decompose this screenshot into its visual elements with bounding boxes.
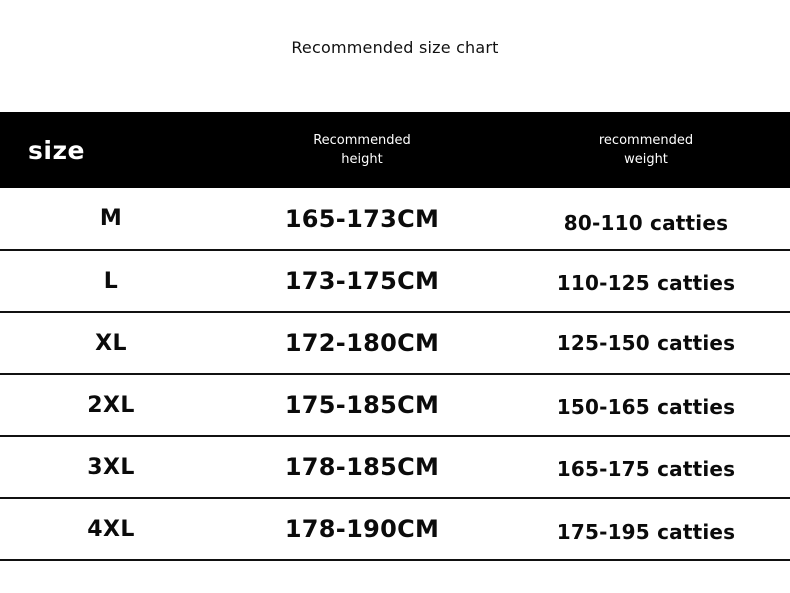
table-row <box>0 188 790 250</box>
cell-weight: 110-125 catties <box>556 271 736 295</box>
column-header-size: size <box>28 135 85 165</box>
column-header-height-line2: height <box>341 152 383 167</box>
cell-height: 178-190CM <box>284 515 440 543</box>
cell-size: XL <box>95 330 127 356</box>
cell-height: 178-185CM <box>284 453 440 481</box>
table-body <box>0 188 790 560</box>
column-header-weight-line2: weight <box>624 152 668 167</box>
column-header-height-line1: Recommended <box>313 132 411 148</box>
size-chart-table <box>0 112 790 561</box>
table-header-row <box>0 112 790 188</box>
table-row <box>0 436 790 498</box>
cell-height: 165-173CM <box>284 204 440 233</box>
table-row <box>0 498 790 560</box>
table-row <box>0 374 790 436</box>
cell-height: 172-180CM <box>284 329 440 357</box>
cell-size: 4XL <box>87 516 135 542</box>
cell-size: 2XL <box>87 392 135 418</box>
table-row <box>0 312 790 374</box>
table-header <box>0 112 790 188</box>
cell-size: M <box>99 206 123 231</box>
cell-weight: 175-195 catties <box>556 520 736 544</box>
cell-size: 3XL <box>87 454 135 480</box>
column-header-weight-line1: recommended <box>598 132 694 148</box>
cell-height: 173-175CM <box>284 267 440 295</box>
size-chart-table-wrap <box>0 112 790 561</box>
cell-weight: 165-175 catties <box>556 457 736 481</box>
table-row <box>0 250 790 312</box>
column-header-weight <box>502 112 790 188</box>
cell-size: L <box>103 268 119 294</box>
cell-weight: 150-165 catties <box>556 395 736 419</box>
cell-weight: 80-110 catties <box>563 210 729 235</box>
page-title: Recommended size chart <box>291 38 499 57</box>
cell-weight: 125-150 catties <box>556 331 736 355</box>
cell-height: 175-185CM <box>284 391 440 419</box>
column-header-height <box>222 112 502 188</box>
